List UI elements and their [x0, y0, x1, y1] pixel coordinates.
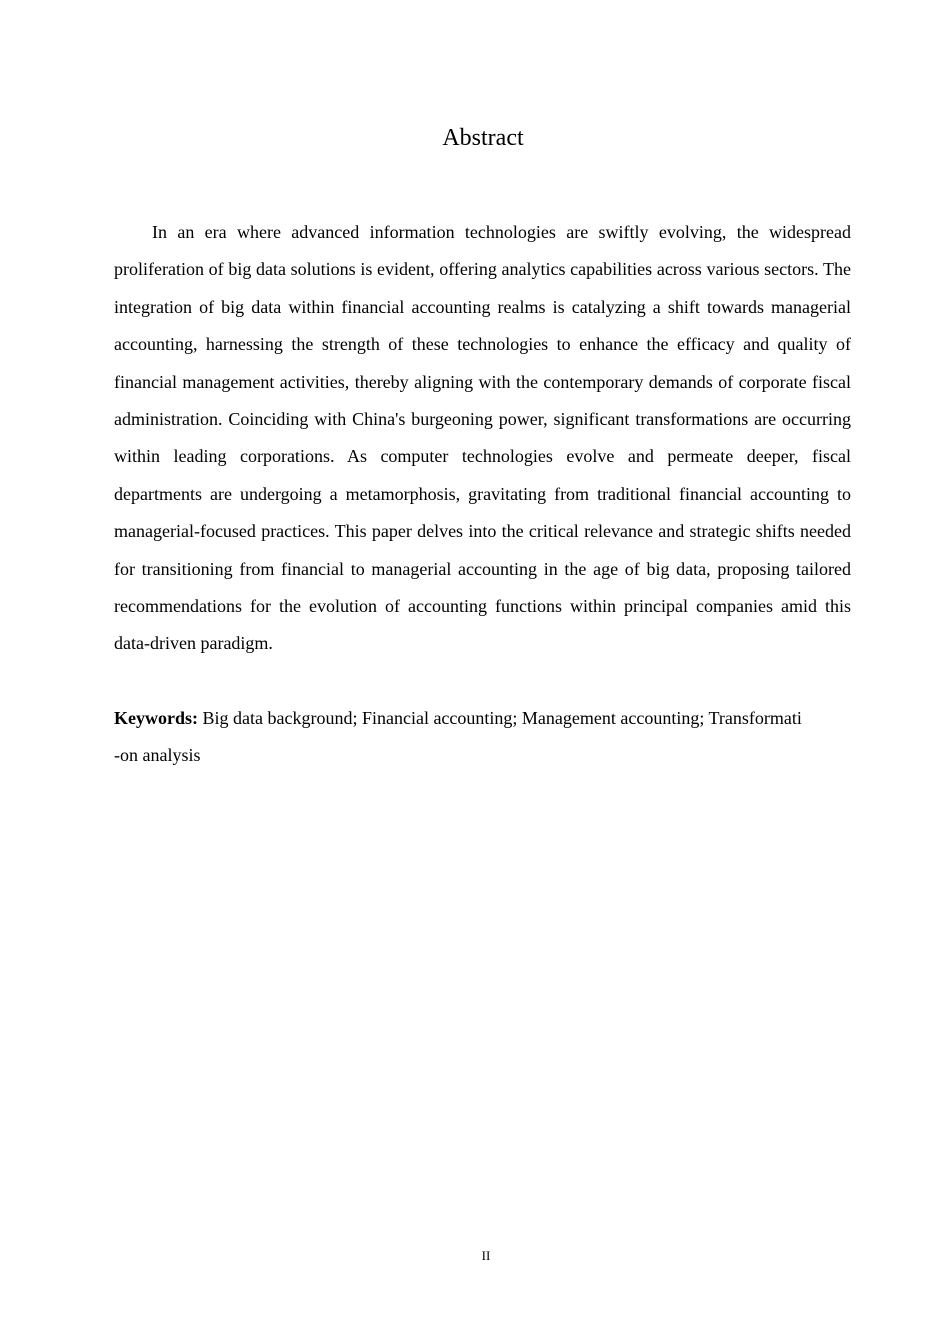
- keywords-text-line-1: Big data background; Financial accounting; Management accounting; Transformati: [198, 708, 802, 728]
- keywords-line-1: [114, 700, 851, 737]
- page-number: II: [481, 1248, 491, 1263]
- abstract-paragraph: In an era where advanced information technologies are swiftly evolving, the widespread proliferation of big data solutions is evident, offering analytics capabilities across various sectors. The integration of big data within financial accounting realms is catalyzing a shift towards managerial accounting, harnessing the strength of these technologies to enhance the efficacy and quality of financial management activities, thereby aligning with the contemporary demands of corporate fiscal administration. Coinciding with China's burgeoning power, significant transformations are occurring within leading corporations. As computer technologies evolve and permeate deeper, fiscal departments are undergoing a metamorphosis, gravitating from traditional financial accounting to managerial-focused practices. This paper delves into the critical relevance and strategic shifts needed for transitioning from financial to managerial accounting in the age of big data, proposing tailored recommendations for the evolution of accounting functions within principal companies amid this data-driven paradigm.: [114, 222, 851, 654]
- keywords-text-line-2: -on analysis: [114, 745, 201, 765]
- keywords-section: [114, 700, 851, 774]
- keywords-label: Keywords:: [114, 708, 198, 728]
- abstract-title: Abstract: [442, 125, 524, 151]
